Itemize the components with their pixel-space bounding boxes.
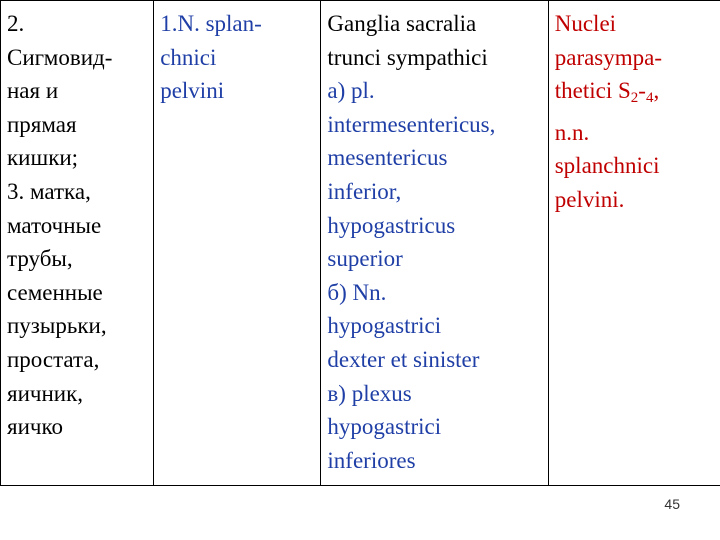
organs-line: маточные xyxy=(7,212,102,238)
organs-line: прямая xyxy=(7,111,77,137)
ganglia-line: б) Nn. xyxy=(327,279,387,305)
column-organs xyxy=(1,1,154,486)
organs-line: яичник, xyxy=(7,380,83,406)
nuclei-line: pelvini. xyxy=(554,186,625,212)
organs-line: ная и xyxy=(7,78,59,104)
ganglia-line: superior xyxy=(327,246,403,272)
nuclei-line: Nuclei xyxy=(554,11,617,36)
ganglia-line: hypogastrici xyxy=(327,313,442,339)
segment-suffix: , xyxy=(653,78,660,104)
organs-line: яичко xyxy=(7,414,63,440)
nerves-line: 1.N. splan- xyxy=(160,11,262,36)
table-row xyxy=(1,1,720,486)
ganglia-line: mesentericus xyxy=(327,145,448,171)
nuclei-line-with-segments xyxy=(555,74,717,116)
ganglia-line: Ganglia sacralia xyxy=(327,11,477,36)
ganglia-line: hypogastricus xyxy=(327,212,456,238)
ganglia-line: dexter et sinister xyxy=(327,346,480,372)
ganglia-line: в) plexus xyxy=(327,380,412,406)
nerves-line: chnici xyxy=(160,44,217,70)
nerves-line: pelvini xyxy=(160,78,225,104)
organs-line: кишки; xyxy=(7,145,79,171)
ganglia-line: intermesentericus, xyxy=(327,111,496,137)
nuclei-line: splanchnici xyxy=(554,153,660,179)
column-ganglia xyxy=(321,1,548,486)
ganglia-line: а) pl. xyxy=(327,78,375,104)
organs-line: трубы, xyxy=(7,246,73,272)
segment-dash: - xyxy=(638,78,646,104)
column-nuclei xyxy=(548,1,720,486)
segment-subscript-4: 4 xyxy=(645,90,654,107)
organs-line: семенные xyxy=(7,279,103,305)
ganglia-line: hypogastrici xyxy=(327,414,442,440)
organs-line: Сигмовид- xyxy=(7,44,113,70)
ganglia-line: inferiores xyxy=(327,447,416,473)
page-number: 45 xyxy=(664,496,680,512)
segment-subscript-2: 2 xyxy=(630,90,639,107)
organs-line: пузырьки, xyxy=(7,313,107,339)
organs-line: 3. матка, xyxy=(7,178,91,204)
column-nerves xyxy=(154,1,321,486)
nuclei-line: parasympa- xyxy=(554,44,663,70)
nuclei-segment-text: thetici S xyxy=(554,78,631,104)
ganglia-line: inferior, xyxy=(327,178,402,204)
nuclei-line: n.n. xyxy=(554,119,590,145)
organs-line: 2. xyxy=(7,11,25,36)
ganglia-line: trunci sympathici xyxy=(327,44,488,70)
organs-line: простата, xyxy=(7,346,100,372)
